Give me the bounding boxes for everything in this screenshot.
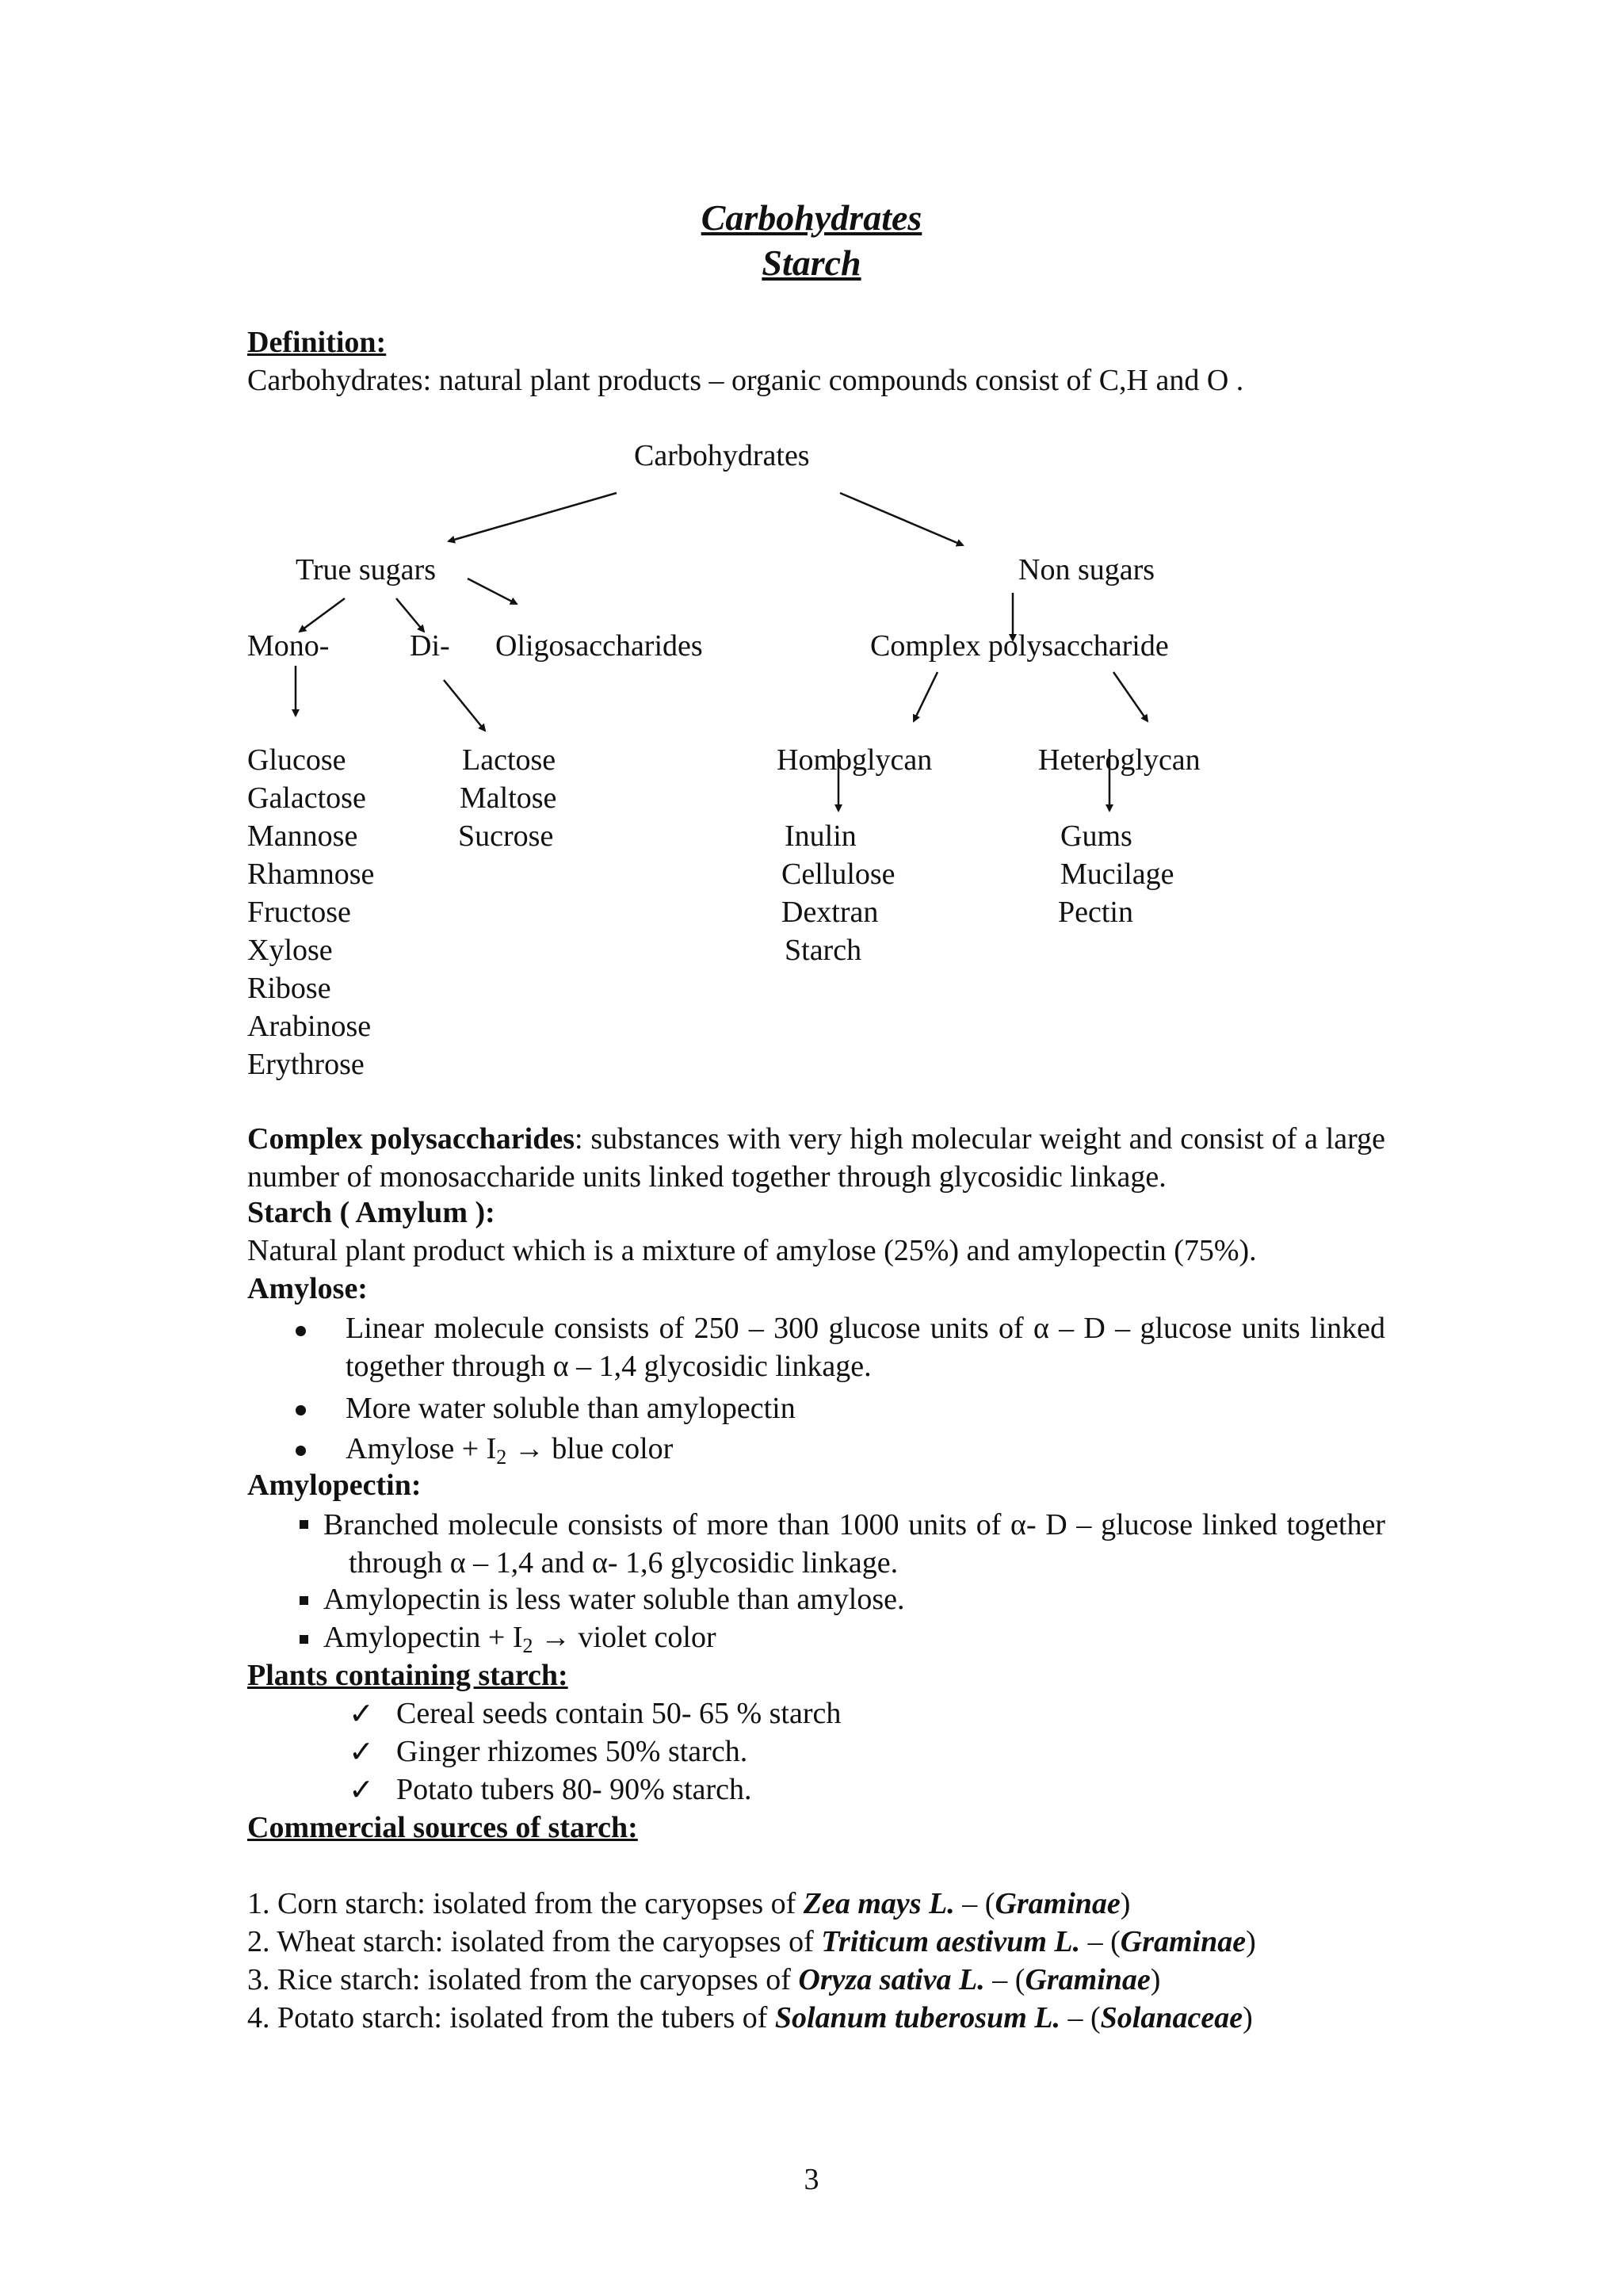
bullet-dot bbox=[296, 1446, 306, 1456]
commercial-species: Oryza sativa L. bbox=[798, 1963, 985, 1996]
bullet-square bbox=[300, 1635, 308, 1644]
tree-homoglycan: Homoglycan bbox=[777, 743, 933, 777]
check-icon: ✓ bbox=[349, 1736, 374, 1769]
commercial-mid: – ( bbox=[984, 1963, 1025, 1996]
arrow-true-sugars-to-oligo bbox=[468, 579, 517, 604]
commercial-species: Solanum tuberosum L. bbox=[774, 2001, 1060, 2034]
arrow-true-to-mono bbox=[300, 598, 345, 632]
check-icon: ✓ bbox=[349, 1698, 374, 1731]
complex-poly-text: : substances with very high molecular weight and consist of a large number of monosaccharide units linked together through glycosidic linkage. bbox=[247, 1122, 1386, 1194]
commercial-item bbox=[247, 1924, 1256, 1959]
di-item: Sucrose bbox=[458, 819, 554, 853]
mono-item: Mannose bbox=[247, 819, 358, 853]
commercial-family: Graminae bbox=[1120, 1925, 1247, 1958]
commercial-mid: – ( bbox=[1060, 2001, 1101, 2034]
bullet-square bbox=[300, 1520, 308, 1529]
complex-poly-term: Complex polysaccharides bbox=[247, 1122, 575, 1156]
plants-heading: Plants containing starch: bbox=[247, 1659, 568, 1692]
amylopectin-heading: Amylopectin: bbox=[247, 1469, 422, 1502]
di-item: Maltose bbox=[460, 781, 557, 815]
mono-item: Erythrose bbox=[247, 1048, 365, 1081]
bullet-dot bbox=[296, 1326, 306, 1336]
di-item: Lactose bbox=[462, 743, 556, 777]
homo-item: Dextran bbox=[781, 896, 879, 929]
commercial-item bbox=[247, 2000, 1253, 2035]
amylose-iodine-prefix: Amylose + I bbox=[346, 1432, 497, 1465]
commercial-family: Graminae bbox=[1025, 1963, 1151, 1996]
commercial-prefix: 2. Wheat starch: isolated from the caryopses of bbox=[247, 1925, 822, 1958]
complex-poly-paragraph bbox=[247, 1120, 1385, 1196]
hetero-item: Gums bbox=[1060, 819, 1132, 853]
commercial-item bbox=[247, 1886, 1130, 1921]
plants-item: Ginger rhizomes 50% starch. bbox=[396, 1735, 748, 1768]
amylose-heading: Amylose: bbox=[247, 1272, 368, 1305]
amylopectin-bullet: Amylopectin is less water soluble than amylose. bbox=[323, 1583, 905, 1616]
amylopectin-iodine-suffix: → violet color bbox=[533, 1621, 716, 1654]
tree-non-sugars: Non sugars bbox=[1018, 553, 1155, 586]
commercial-mid: – ( bbox=[954, 1887, 995, 1920]
amylose-bullet: More water soluble than amylopectin bbox=[346, 1392, 796, 1425]
commercial-end: ) bbox=[1150, 1963, 1161, 1996]
commercial-end: ) bbox=[1120, 1887, 1131, 1920]
arrow-complex-to-hetero bbox=[1113, 672, 1148, 721]
amylose-iodine bbox=[346, 1431, 673, 1469]
document-title: Carbohydrates bbox=[701, 197, 922, 238]
commercial-end: ) bbox=[1243, 2001, 1253, 2034]
definition-text: Carbohydrates: natural plant products – organic compounds consist of C,H and O . bbox=[247, 364, 1244, 397]
commercial-mid: – ( bbox=[1080, 1925, 1121, 1958]
commercial-family: Solanaceae bbox=[1100, 2001, 1243, 2034]
hetero-item: Mucilage bbox=[1060, 858, 1174, 891]
bullet-dot bbox=[296, 1405, 306, 1415]
tree-true-sugars: True sugars bbox=[296, 553, 436, 586]
arrow-di-to-list bbox=[444, 680, 485, 731]
page-number: 3 bbox=[804, 2163, 819, 2196]
tree-root: Carbohydrates bbox=[634, 439, 810, 472]
amylopectin-iodine-prefix: Amylopectin + I bbox=[323, 1621, 523, 1654]
arrow-complex-to-homo bbox=[914, 672, 938, 721]
arrow-root-to-true-sugars bbox=[449, 493, 617, 541]
mono-item: Glucose bbox=[247, 743, 346, 777]
amylopectin-bullet: Branched molecule consists of more than 1000 units of α- D – glucose linked together through α – 1,4 and α- 1,6 glycosidic linkage. bbox=[323, 1508, 1385, 1580]
definition-heading: Definition: bbox=[247, 326, 387, 359]
mono-item: Rhamnose bbox=[247, 858, 375, 891]
plants-item: Potato tubers 80- 90% starch. bbox=[396, 1773, 752, 1806]
commercial-species: Zea mays L. bbox=[803, 1887, 955, 1920]
commercial-prefix: 4. Potato starch: isolated from the tubers of bbox=[247, 2001, 775, 2034]
homo-item: Starch bbox=[785, 934, 862, 967]
commercial-species: Triticum aestivum L. bbox=[821, 1925, 1081, 1958]
tree-di: Di- bbox=[410, 629, 450, 663]
starch-text: Natural plant product which is a mixture of amylose (25%) and amylopectin (75%). bbox=[247, 1234, 1257, 1267]
starch-heading: Starch ( Amylum ): bbox=[247, 1196, 495, 1229]
commercial-family: Graminae bbox=[995, 1887, 1121, 1920]
hetero-item: Pectin bbox=[1058, 896, 1133, 929]
check-icon: ✓ bbox=[349, 1774, 374, 1807]
bullet-square bbox=[300, 1596, 308, 1605]
tree-complex: Complex polysaccharide bbox=[870, 629, 1169, 663]
commercial-prefix: 3. Rice starch: isolated from the caryopses of bbox=[247, 1963, 799, 1996]
commercial-end: ) bbox=[1246, 1925, 1256, 1958]
mono-item: Xylose bbox=[247, 934, 333, 967]
document-subtitle: Starch bbox=[762, 243, 861, 283]
homo-item: Cellulose bbox=[781, 858, 896, 891]
amylose-iodine-sub: 2 bbox=[496, 1446, 507, 1469]
homo-item: Inulin bbox=[785, 819, 857, 853]
arrow-true-to-di bbox=[396, 598, 424, 632]
mono-item: Ribose bbox=[247, 972, 331, 1005]
arrow-root-to-non-sugars bbox=[840, 493, 963, 545]
commercial-prefix: 1. Corn starch: isolated from the caryopses of bbox=[247, 1887, 804, 1920]
commercial-heading: Commercial sources of starch: bbox=[247, 1811, 638, 1844]
amylose-bullet: Linear molecule consists of 250 – 300 glucose units of α – D – glucose units linked together through α – 1,4 glycosidic linkage. bbox=[346, 1312, 1385, 1383]
mono-item: Fructose bbox=[247, 896, 351, 929]
amylopectin-iodine-sub: 2 bbox=[522, 1634, 533, 1657]
plants-item: Cereal seeds contain 50- 65 % starch bbox=[396, 1697, 842, 1730]
amylose-iodine-suffix: → blue color bbox=[506, 1432, 674, 1465]
amylopectin-iodine bbox=[323, 1620, 716, 1658]
commercial-item bbox=[247, 1962, 1160, 1997]
tree-heteroglycan: Heteroglycan bbox=[1038, 743, 1201, 777]
mono-item: Arabinose bbox=[247, 1010, 372, 1043]
tree-mono: Mono- bbox=[247, 629, 330, 663]
tree-oligo: Oligosaccharides bbox=[495, 629, 703, 663]
mono-item: Galactose bbox=[247, 781, 366, 815]
